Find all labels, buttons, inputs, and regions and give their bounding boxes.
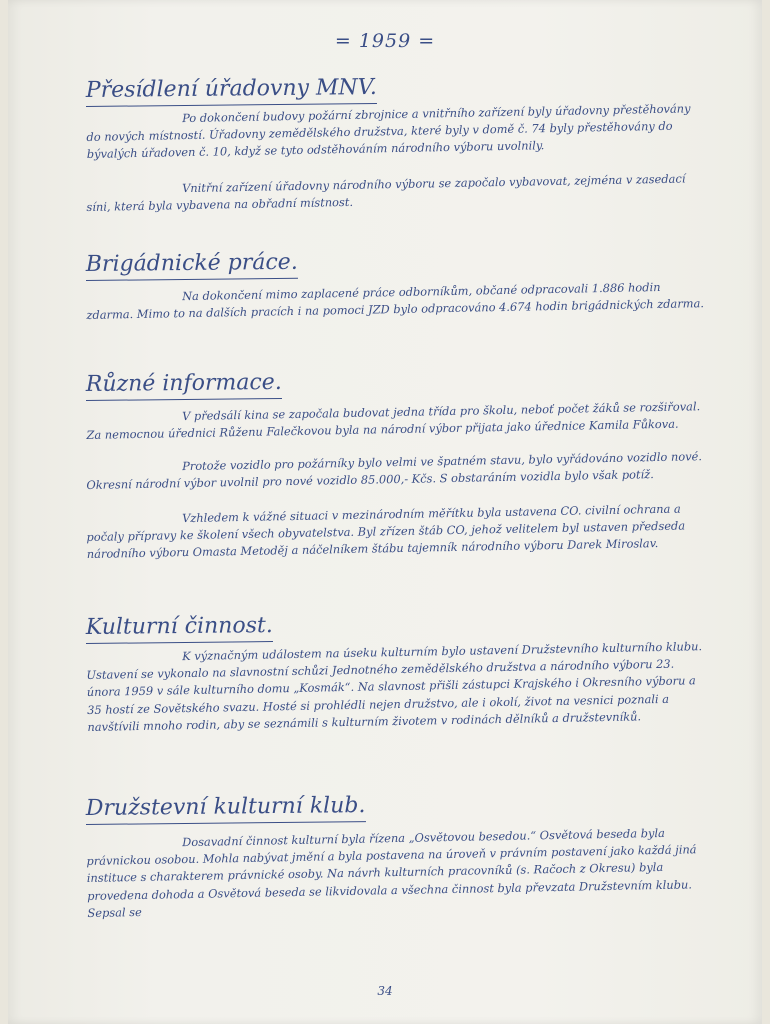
section-heading-druzstevni-kulturni-klub: Družstevní kulturní klub.	[86, 793, 366, 825]
page-number: 34	[377, 984, 393, 998]
paragraph: K význačným událostem na úseku kulturním bylo ustavení Družstevního kulturního klubu. Ustavení se vykonalo na slavnostní schůzi Jednotného zemědělského družstva a národního výboru 23. února 1959 v sále kulturního domu „Kosmák“. Na slavnost přišli zástupci Krajského i Okresního výboru a 35 hostí ze Sovětského svazu. Hosté si prohlédli nejen družstvo, ale i okolí, život na vesnici poznali a navštívili mnoho rodin, aby se seznámili s kulturním životem v rodinách dělníků a družstevníků.	[86, 639, 703, 734]
paragraph: Dosavadní činnost kulturní byla řízena „Osvětovou besedou.“ Osvětová beseda byla právnickou osobou. Mohla nabývat jmění a byla postavena na úroveň v právním postavení jako každá jiná instituce s charakterem právnické osoby. Na návrh kulturních pracovníků (s. Račoch z Okresu) byla provedena dohoda a Osvětová beseda se likvidovala a všechna činnost byla převzata Družstevním klubu. Sepsal se	[86, 825, 697, 920]
section-heading-brigadnicke-prace: Brigádnické práce.	[86, 250, 298, 281]
paragraph: Vnitřní zařízení úřadovny národního výboru se započalo vybavovat, zejména v zasedací síni, která byla vybavena na obřadní místnost.	[86, 171, 686, 215]
paragraph: V předsálí kina se započala budovat jedna třída pro školu, neboť počet žáků se rozšiřoval. Za nemocnou úřednici Růženu Falečkovou byla na národní výbor přijata jako úřednice Kamila Fůkova.	[86, 399, 701, 443]
paragraph: Protože vozidlo pro požárníky bylo velmi ve špatném stavu, bylo vyřádováno vozidlo nové. Okresní národní výbor uvolnil pro nové vozidlo 85.000,- Kčs. S obstaráním vozidla bylo však potíž.	[86, 449, 703, 493]
section-heading-presidleni: Přesídlení úřadovny MNV.	[86, 75, 377, 107]
section-heading-kulturni-cinnost: Kulturní činnost.	[86, 613, 273, 644]
section-heading-ruzne-informace: Různé informace.	[86, 370, 282, 401]
chronicle-page	[8, 0, 762, 1024]
year-header: = 1959 =	[334, 30, 436, 52]
paragraph: Vzhledem k vážné situaci v mezinárodním měřítku byla ustavena CO. civilní ochrana a počaly přípravy ke školení všech obyvatelstva. Byl zřízen štáb CO, jehož velitelem byl ustaven předseda národního výboru Omasta Metoděj a náčelníkem štábu tajemník národního výboru Darek Miroslav.	[86, 501, 686, 562]
paragraph: Na dokončení mimo zaplacené práce odborníkům, občané odpracovali 1.886 hodin zdarma. Mimo to na dalších pracích i na pomoci JZD bylo odpracováno 4.674 hodin brigádnických zdarma.	[86, 279, 705, 323]
paragraph: Po dokončení budovy požární zbrojnice a vnitřního zařízení byly úřadovny přestěhovány do nových místností. Úřadovny zemědělského družstva, které byly v domě č. 74 byly přestěhovány do bývalých úřadoven č. 10, když se tyto odstěhováním národního výboru uvolnily.	[86, 101, 691, 162]
